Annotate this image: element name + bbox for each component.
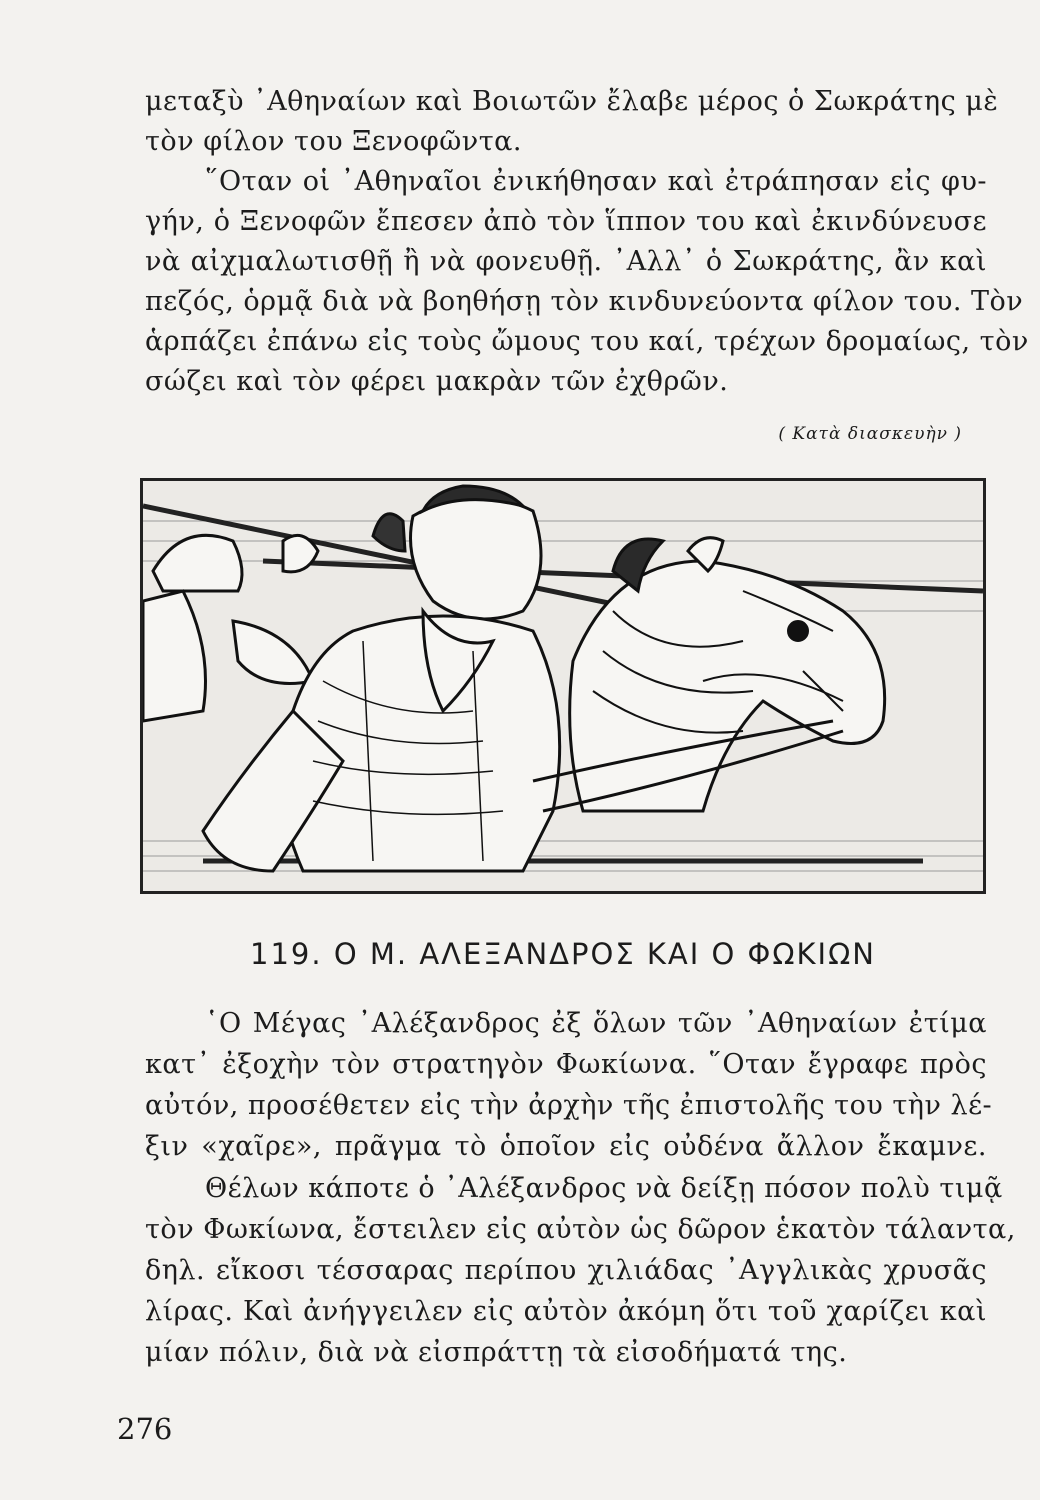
paragraph-socrates-rescue	[145, 162, 1029, 402]
text-line: τὸν Φωκίωνα, ἔστειλεν εἰς αὐτὸν ὡς δῶρον ἑκατὸν τάλαντα,	[145, 1214, 1016, 1245]
woodcut-illustration	[143, 481, 983, 891]
paragraph-socrates-end	[145, 82, 999, 162]
text-line: σώζει καὶ τὸν φέρει μακρὰν τῶν ἐχθρῶν.	[145, 366, 729, 397]
text-line: πεζός, ὁρμᾷ διὰ νὰ βοηθήσῃ τὸν κινδυνεύοντα φίλον του. Τὸν	[145, 286, 1024, 317]
page-number: 276	[117, 1412, 173, 1446]
text-line: κατ᾿ ἐξοχὴν τὸν στρατηγὸν Φωκίωνα. ῞Οταν ἔγραφε πρὸς	[145, 1049, 987, 1080]
illustration-alexander-on-horse	[140, 478, 986, 894]
text-line: ῞Οταν οἱ ᾿Αθηναῖοι ἐνικήθησαν καὶ ἐτράπησαν εἰς φυ-	[205, 166, 987, 197]
paragraph-alexander-honors	[145, 1003, 993, 1167]
text-line: μίαν πόλιν, διὰ νὰ εἰσπράττῃ τὰ εἰσοδήματά της.	[145, 1337, 848, 1368]
text-line: ῾Ο Μέγας ᾿Αλέξανδρος ἐξ ὅλων τῶν ᾿Αθηναίων ἐτίμα	[205, 1008, 987, 1039]
paragraph-alexander-gift	[145, 1168, 1016, 1373]
text-line: μεταξὺ ᾿Αθηναίων καὶ Βοιωτῶν ἔλαβε μέρος ὁ Σωκράτης μὲ	[145, 86, 999, 117]
text-line: τὸν φίλον του Ξενοφῶντα.	[145, 126, 522, 157]
text-line: αὐτόν, προσέθετεν εἰς τὴν ἀρχὴν τῆς ἐπιστολῆς του τὴν λέ-	[145, 1090, 993, 1121]
text-line: λίρας. Καὶ ἀνήγγειλεν εἰς αὐτὸν ἀκόμη ὅτι τοῦ χαρίζει καὶ	[145, 1296, 987, 1327]
text-line: γήν, ὁ Ξενοφῶν ἔπεσεν ἀπὸ τὸν ἵππον του καὶ ἐκινδύνευσε	[145, 206, 987, 237]
source-attribution: ( Κατὰ διασκευὴν )	[778, 424, 962, 444]
text-line: δηλ. εἴκοσι τέσσαρας περίπου χιλιάδας ᾿Αγγλικὰς χρυσᾶς	[145, 1255, 987, 1286]
chapter-heading: 119. Ο Μ. ΑΛΕΞΑΝΔΡΟΣ ΚΑΙ Ο ΦΩΚΙΩΝ	[250, 937, 876, 971]
text-line: Θέλων κάποτε ὁ ᾿Αλέξανδρος νὰ δείξῃ πόσον πολὺ τιμᾷ	[205, 1173, 1003, 1204]
text-line: ἁρπάζει ἐπάνω εἰς τοὺς ὤμους του καί, τρέχων δρομαίως, τὸν	[145, 326, 1029, 357]
text-line: νὰ αἰχμαλωτισθῇ ἢ νὰ φονευθῇ. ᾿Αλλ᾿ ὁ Σωκράτης, ἂν καὶ	[145, 246, 987, 277]
text-line: ξιν «χαῖρε», πρᾶγμα τὸ ὁποῖον εἰς οὐδένα ἄλλον ἔκαμνε.	[145, 1131, 987, 1162]
